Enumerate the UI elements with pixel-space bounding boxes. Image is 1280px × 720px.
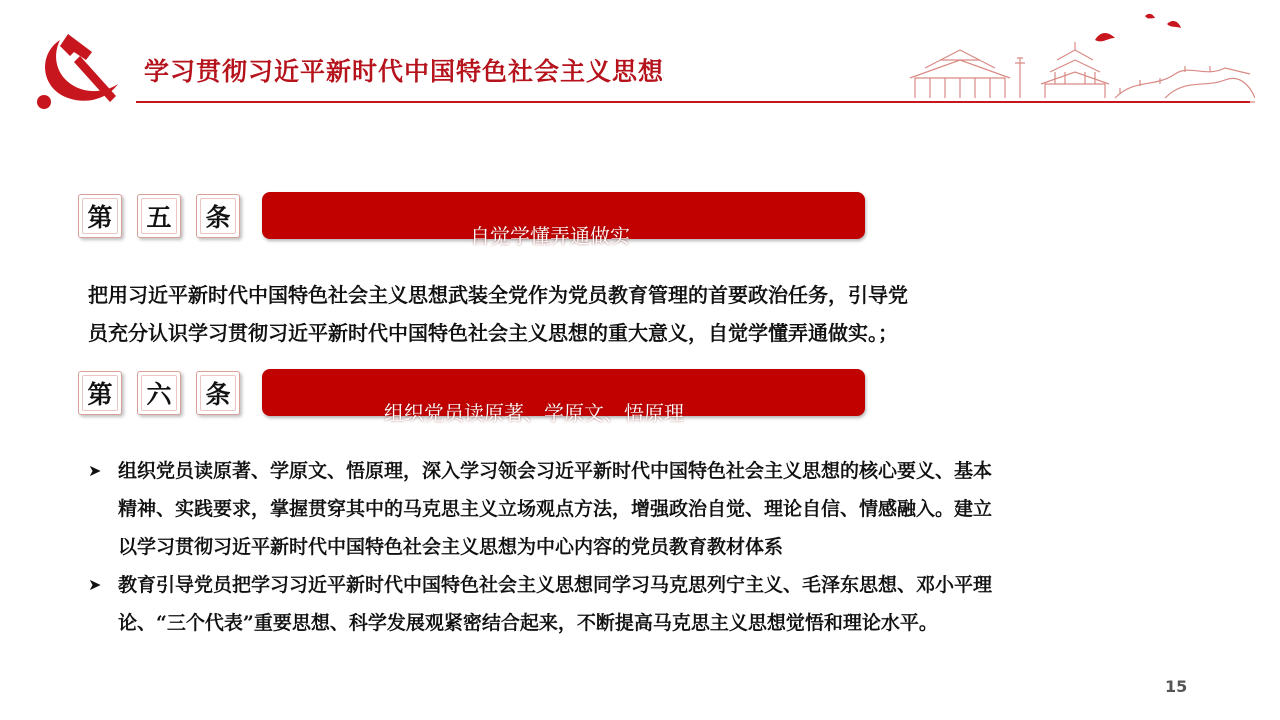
list-item — [88, 452, 1108, 566]
section-heading-text: 组织党员读原著、学原文、悟原理 — [384, 401, 684, 425]
article-char: 条 — [205, 380, 231, 409]
page-title: 学习贯彻习近平新时代中国特色社会主义思想 — [144, 57, 665, 86]
article-char: 第 — [87, 380, 113, 409]
section-heading-text: 自觉学懂弄通做实 — [470, 224, 630, 248]
arrow-bullet-icon: ➤ — [88, 575, 102, 594]
bullet-line: 精神、实践要求，掌握贯穿其中的马克思主义立场观点方法，增强政治自觉、理论自信、情感融入。建立 — [118, 498, 993, 520]
party-emblem-icon — [30, 26, 130, 112]
paragraph-line: 员充分认识学习贯彻习近平新时代中国特色社会主义思想的重大意义，自觉学懂弄通做实。； — [88, 321, 898, 345]
article-char-box — [196, 194, 240, 238]
list-item — [88, 566, 1108, 642]
article-paragraph — [88, 276, 1088, 352]
arrow-bullet-icon: ➤ — [88, 461, 102, 480]
article-char-box — [137, 371, 181, 415]
beijing-landmarks-decoration — [905, 8, 1255, 104]
paragraph-line: 把用习近平新时代中国特色社会主义思想武装全党作为党员教育管理的首要政治任务，引导党 — [88, 283, 908, 307]
article-char: 六 — [146, 380, 172, 409]
article-char: 第 — [87, 203, 113, 232]
bullet-list — [88, 452, 1108, 642]
article-char: 条 — [205, 203, 231, 232]
article-char-box — [196, 371, 240, 415]
page-number: 15 — [1165, 677, 1188, 696]
article-char-box — [78, 194, 122, 238]
bullet-line: 教育引导党员把学习习近平新时代中国特色社会主义思想同学习马克思列宁主义、毛泽东思想、邓小平理 — [118, 574, 993, 596]
bullet-line: 以学习贯彻习近平新时代中国特色社会主义思想为中心内容的党员教育教材体系 — [118, 536, 784, 558]
article-char-box — [78, 371, 122, 415]
header-divider — [136, 101, 1250, 103]
article-char-box — [137, 194, 181, 238]
bullet-line: 组织党员读原著、学原文、悟原理，深入学习领会习近平新时代中国特色社会主义思想的核心要义、基本 — [118, 460, 993, 482]
article-char: 五 — [146, 203, 172, 232]
bullet-line: 论、“三个代表”重要思想、科学发展观紧密结合起来，不断提高马克思主义思想觉悟和理论水平。 — [118, 612, 938, 634]
